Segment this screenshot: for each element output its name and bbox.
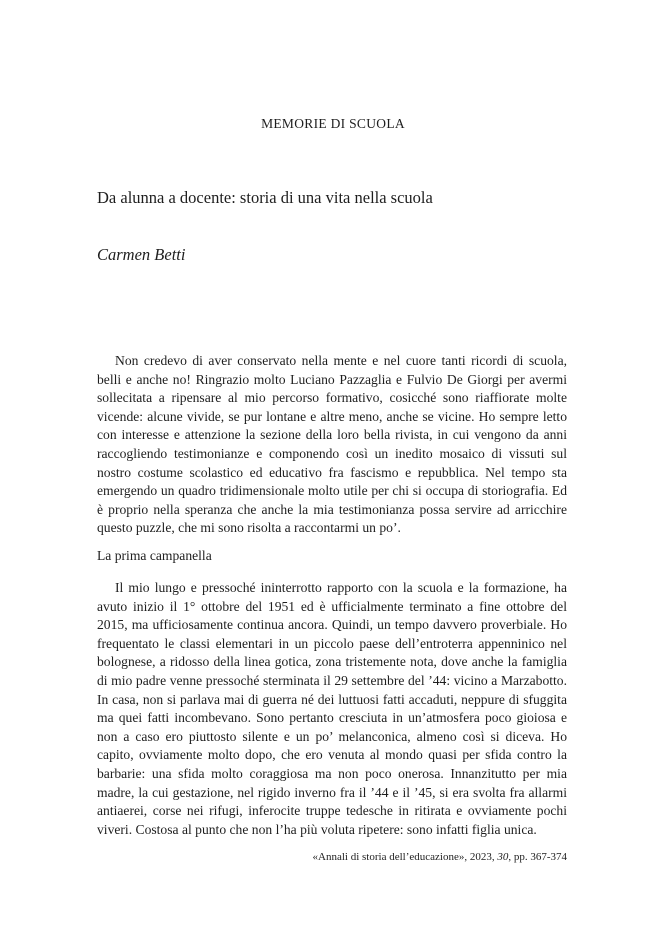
citation-suffix: , pp. 367-374 [508,851,567,863]
body-paragraph: Il mio lungo e pressoché ininterrotto rapporto con la scuola e la formazione, ha avuto inizio il 1° ottobre del 1951 ed è ufficialmente terminato a fine ottobre del 2015, ma ufficiosamente continua ancora. Quindi, un tempo davvero proverbiale. Ho frequentato le classi elementari in un piccolo paese dell’entroterra appenninico nel bolognese, a ridosso della linea gotica, zona tristemente nota, dove anche la famiglia di mio padre venne pressoché sterminata il 29 settembre del ’44: vicino a Marzabotto. In casa, non si parlava mai di guerra né dei luttuosi fatti accaduti, neppure di sfuggita ma quei fatti incombevano. Sono pertanto cresciuta in un’atmosfera poco gioiosa e non a caso ero piuttosto silente e un po’ melanconica, almeno così si diceva. Ho capito, ovviamente molto dopo, che ero venuta al mondo quasi per sfida contro la barbarie: una sfida molto coraggiosa ma non poco onerosa. Innanzitutto per mia madre, la cui gestazione, nel rigido inverno fra il ’44 e il ’45, si era svolta fra allarmi antiaerei, corse nei rifugi, inferocite truppe tedesche in ritirata e ovviamente pochi viveri. Costosa al punto che non l’ha più voluta ripetere: sono infatti figlia unica. [97,580,567,837]
subsection-title: La prima campanella [97,548,212,563]
citation-prefix: «Annali di storia dell’educazione», 2023, [312,851,498,863]
footer-citation [313,851,567,863]
intro-paragraph: Non credevo di aver conservato nella mente e nel cuore tanti ricordi di scuola, belli e anche no! Ringrazio molto Luciano Pazzaglia e Fulvio De Giorgi per avermi sollecitata a ripensare al mio percorso formativo, cosicché sono riaffiorate molte vicende: alcune vivide, se pur lontane e altre meno, anche se vicine. Ho sempre letto con interesse e attenzione la sezione della loro bella rivista, in cui vengono da anni raccogliendo testimonianze e componendo così un inedito mosaico di vissuti sul nostro costume scolastico ed educativo fra fascismo e repubblica. Nel tempo sta emergendo un quadro tridimensionale molto utile per chi si occupa di storiografia. Ed è proprio nella speranza che anche la mia testimonianza possa servire ad arricchire questo puzzle, che mi sono risolta a raccontarmi un po’. [97,353,567,536]
citation-volume: 30 [497,851,509,863]
section-header: MEMORIE DI SCUOLA [261,116,405,131]
author-name: Carmen Betti [97,245,186,264]
article-title: Da alunna a docente: storia di una vita nella scuola [97,188,433,207]
